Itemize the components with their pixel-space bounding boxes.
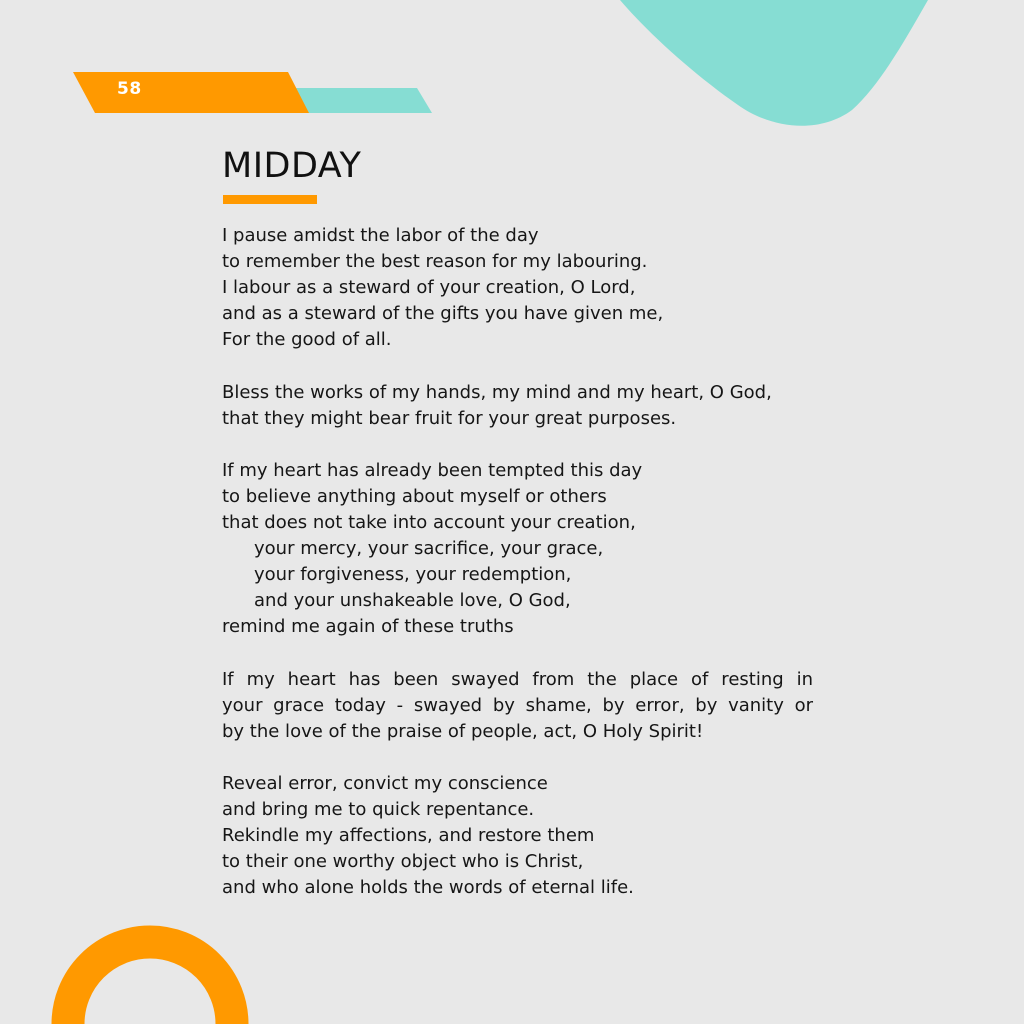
title-underline [223, 195, 317, 204]
stanza-5 [222, 771, 813, 901]
page-number: 58 [117, 79, 142, 99]
orange-ring-shape [68, 942, 232, 1024]
teal-blob-shape [620, 0, 928, 126]
page-title: MIDDAY [222, 146, 362, 186]
poem-line: remind me again of these truths [222, 616, 514, 638]
poem-line-indented: your mercy, your sacrifice, your grace, [254, 538, 604, 560]
poem-line: and bring me to quick repentance. [222, 799, 535, 821]
poem-line: Bless the works of my hands, my mind and my heart, O God, [222, 381, 772, 403]
orange-page-tab [73, 72, 309, 113]
stanza-3 [222, 458, 813, 641]
poem-line: to their one worthy object who is Christ, [222, 851, 584, 873]
poem-line: and who alone holds the words of eternal life. [222, 877, 634, 899]
poem-line: If my heart has already been tempted this day [222, 459, 643, 481]
poem-line-indented: your forgiveness, your redemption, [254, 564, 572, 586]
poem-line: If my heart has been swayed from the place of resting in [222, 668, 813, 690]
poem-line: and as a steward of the gifts you have given me, [222, 303, 664, 325]
poem-line: that they might bear fruit for your great purposes. [222, 407, 677, 429]
poem-line: to remember the best reason for my labouring. [222, 251, 648, 273]
poem-line: Rekindle my affections, and restore them [222, 825, 595, 847]
poem-line: by the love of the praise of people, act, O Holy Spirit! [222, 720, 704, 742]
stanza-1 [222, 223, 813, 353]
poem-line: Reveal error, convict my conscience [222, 772, 548, 794]
stanza-2 [222, 380, 813, 432]
poem-line-indented: and your unshakeable love, O God, [254, 590, 571, 612]
poem-line: I pause amidst the labor of the day [222, 225, 539, 246]
poem-body [222, 223, 813, 928]
poem-line: that does not take into account your creation, [222, 512, 636, 534]
poem-line: For the good of all. [222, 329, 392, 351]
poem-line: to believe anything about myself or others [222, 485, 607, 507]
teal-header-bar [296, 88, 432, 113]
poem-line: your grace today - swayed by shame, by error, by vanity or [222, 694, 813, 716]
stanza-4 [222, 667, 813, 745]
poem-line: I labour as a steward of your creation, O Lord, [222, 277, 636, 299]
